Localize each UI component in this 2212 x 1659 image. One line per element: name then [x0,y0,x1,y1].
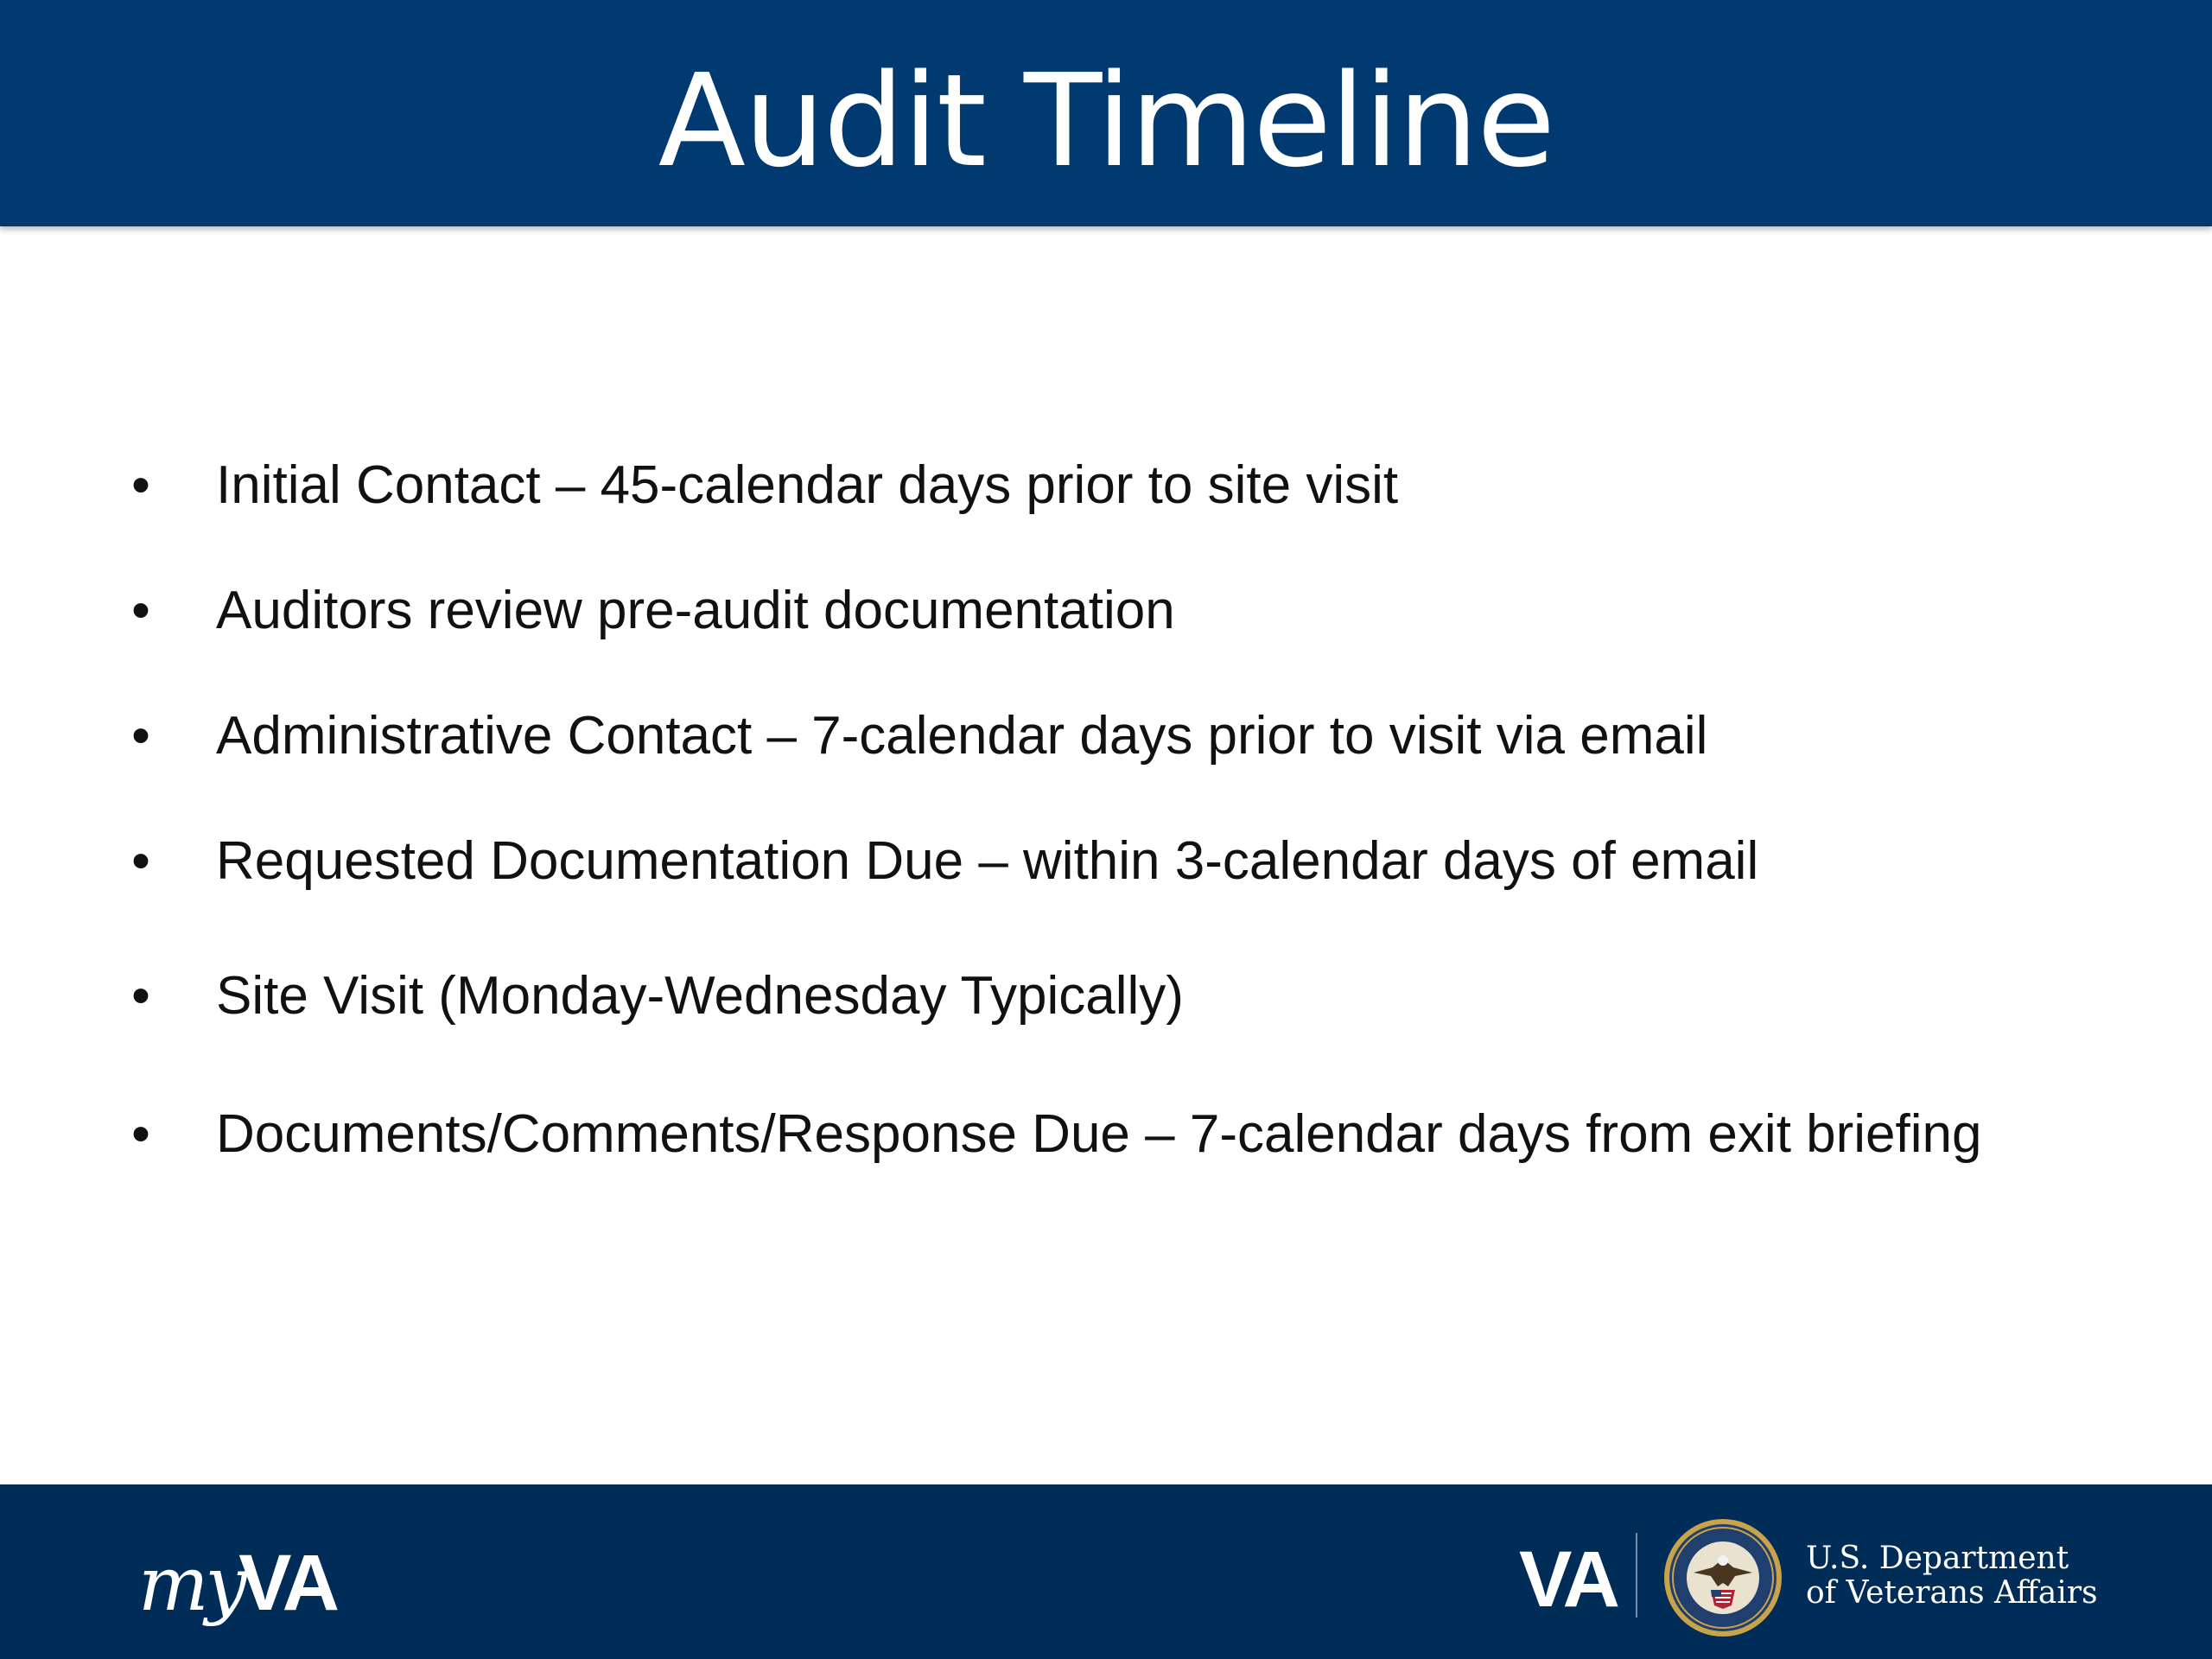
bullet-marker: • [131,831,150,891]
bullet-item [0,962,2212,1031]
myva-logo [138,1538,336,1633]
myva-logo-suffix: VA [238,1539,337,1627]
bullet-text: Auditors review pre-audit documentation [216,581,1175,640]
bullet-text: Initial Contact – 45-calendar days prior to site visit [216,455,1399,515]
department-name-line2: of Veterans Affairs [1806,1575,2098,1611]
bullet-item [0,1100,2212,1169]
bullet-item [0,702,2212,771]
department-name-line1: U.S. Department [1806,1541,2069,1576]
bullet-marker: • [131,581,150,640]
bullet-text: Administrative Contact – 7-calendar days prior to visit via email [216,706,1708,766]
slide-title: Audit Timeline [658,47,1554,195]
va-seal-icon [1662,1517,1783,1638]
bullet-text: Site Visit (Monday-Wednesday Typically) [216,966,1184,1026]
myva-logo-prefix: my [138,1541,245,1628]
department-name [1806,1541,2098,1611]
bullet-marker: • [131,706,150,766]
bullet-text: Requested Documentation Due – within 3-calendar days of email [216,831,1759,891]
va-logo-mark: VA [1519,1535,1617,1624]
bullet-marker: • [131,455,150,515]
bullet-text: Documents/Comments/Response Due – 7-calendar days from exit briefing [216,1104,1982,1164]
bullet-marker: • [131,966,150,1026]
bullet-item [0,576,2212,645]
slide-footer [0,1484,2212,1659]
bullet-marker: • [131,1104,150,1164]
logo-divider [1636,1533,1637,1618]
bullet-item [0,451,2212,520]
bullet-item [0,827,2212,896]
